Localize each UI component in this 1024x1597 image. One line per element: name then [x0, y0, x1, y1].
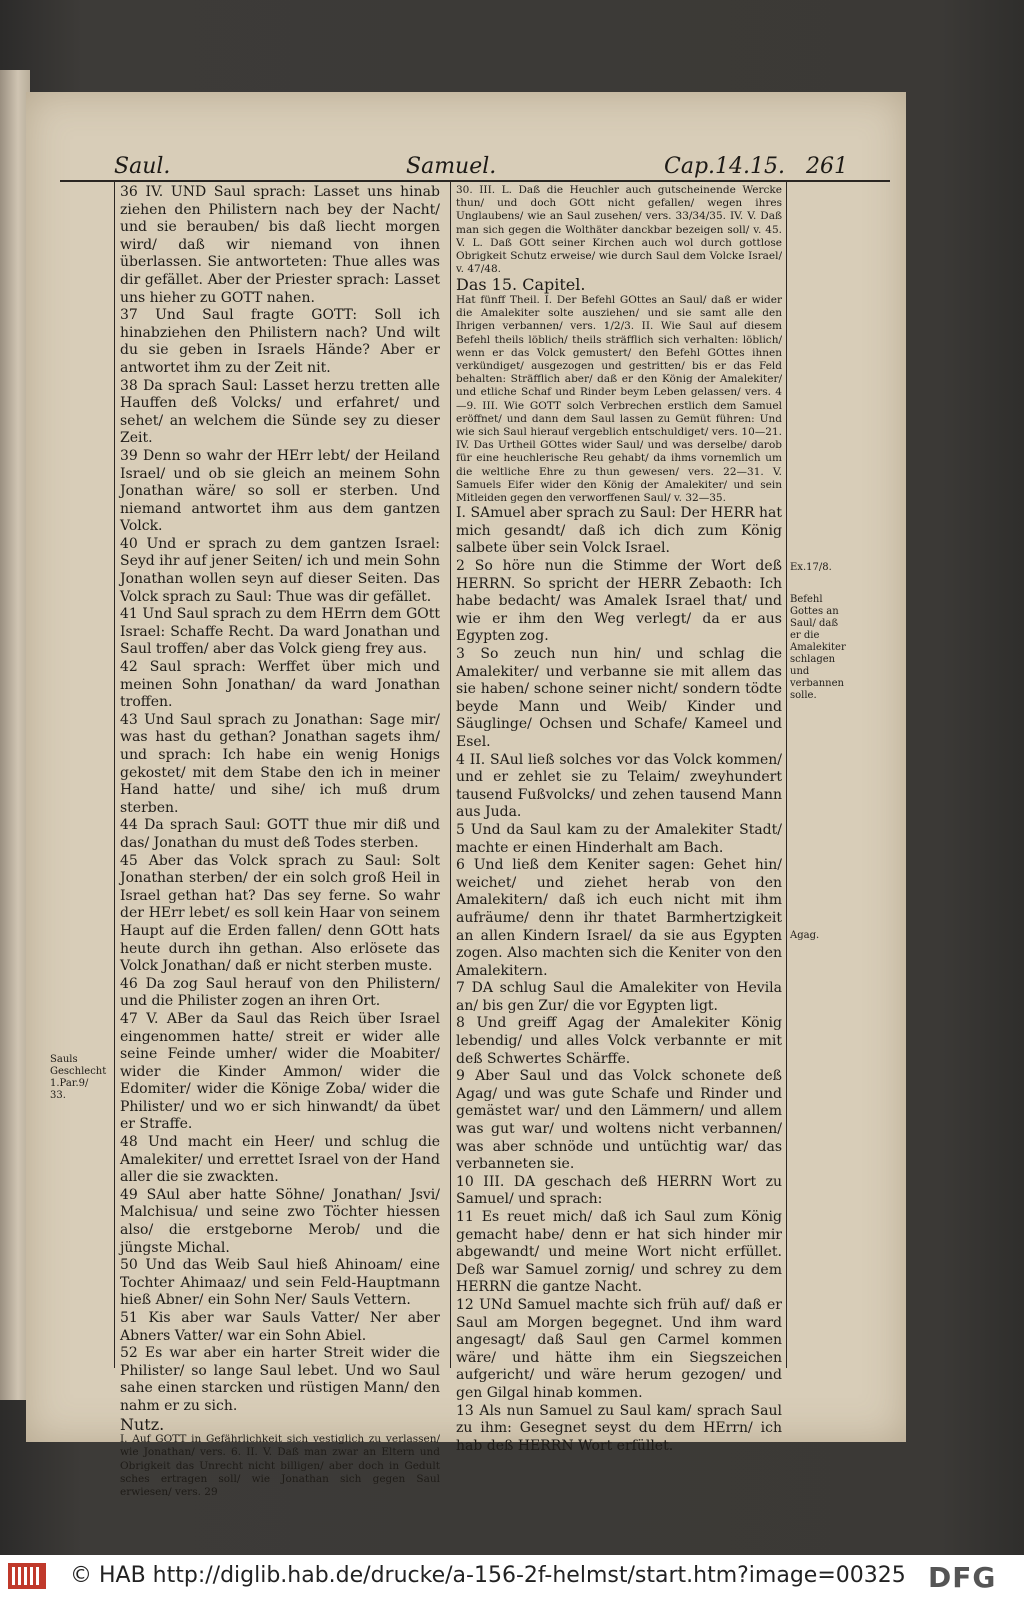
- verse-paragraph: 41 Und Saul sprach zu dem HErrn dem GOtt Israel: Schaffe Recht. Da ward Jonathan und Saul troffen/ aber das Volck gieng frey aus.: [120, 606, 440, 658]
- verse-paragraph: 42 Saul sprach: Werffet über mich und meinen Sohn Jonathan/ da ward Jonathan troffen.: [120, 659, 440, 711]
- verse-paragraph: 40 Und er sprach zu dem gantzen Israel: Seyd ihr auf jener Seiten/ ich und mein Sohn Jonathan wollen seyn auf dieser Seiten. Das Volck sprach zu Saul: Thue was dir gefället.: [120, 535, 440, 605]
- verse-paragraph: 5 Und da Saul kam zu der Amalekiter Stadt/ machte er einen Hinderhalt am Bach.: [456, 821, 782, 856]
- verse-paragraph: 10 III. DA geschach deß HERRN Wort zu Samuel/ und sprach:: [456, 1173, 782, 1208]
- verse-paragraph: 49 SAul aber hatte Söhne/ Jonathan/ Jsvi/ Malchisua/ und seine zwo Töchter hiessen also/ die erstgeborne Merob/ und die jüngste Michal.: [120, 1186, 440, 1256]
- verse-paragraph: 37 Und Saul fragte GOTT: Soll ich hinabziehen den Philistern nach? Und wilt du sie geben in Israels Hände? Aber er antwortet ihm zu der Zeit nit.: [120, 307, 440, 376]
- verse-paragraph: 3 So zeuch nun hin/ und schlag die Amalekiter/ und verbanne sie mit allem das sie haben/ schone seiner nicht/ sondern tödte beyde Mann und Weib/ Kinder und Säuglinge/ Ochsen und Schafe/ Kameel und Esel.: [456, 646, 782, 750]
- verse-paragraph: 39 Denn so wahr der HErr lebt/ der Heiland Israel/ und ob sie gleich an meinem Sohn Jonathan wäre/ so soll er sterben. Und niemand antwortet ihm aus dem gantzen Volck.: [120, 447, 440, 535]
- right-text-column: [456, 184, 782, 1454]
- verse-paragraph: 4 II. SAul ließ solches vor das Volck kommen/ und er zehlet sie zu Telaim/ zweyhundert tausend Fußvolcks/ und zehen tausend Mann aus Juda.: [456, 751, 782, 821]
- verse-paragraph: 12 UNd Samuel machte sich früh auf/ daß er Saul am Morgen begegnet. Und ihm ward angesagt/ daß Saul gen Carmel kommen wäre/ und hätte ihm ein Siegszeichen aufgericht/ und wäre herum gezogen/ und gen Gilgal hinab kommen.: [456, 1296, 782, 1401]
- verse-paragraph: 38 Da sprach Saul: Lasset herzu tretten alle Hauffen deß Volcks/ und erfahret/ und sehet/ an welchem die Sünde sey zu dieser Zeit.: [120, 377, 440, 447]
- verse-paragraph: 46 Da zog Saul herauf von den Philistern/ und die Philister zogen an ihren Ort.: [120, 975, 440, 1010]
- verse-paragraph: I. SAmuel aber sprach zu Saul: Der HERR hat mich gesandt/ daß ich dich zum König salbete über sein Volck Israel.: [456, 505, 782, 557]
- verse-paragraph: 45 Aber das Volck sprach zu Saul: Solt Jonathan sterben/ der ein solch groß Heil in Israel gethan hat? Das sey ferne. So wahr der HErr lebet/ es soll kein Haar von seinem Haupt auf die Erden fallen/ denn GOtt hats heute durch ihn gethan. Also erlösete das Volck Jonathan/ daß er nicht sterben muste.: [120, 852, 440, 975]
- header-rule: [60, 180, 890, 182]
- verse-paragraph: 8 Und greiff Agag der Amalekiter König lebendig/ und alles Volck verbannte er mit deß Schwertes Schärffe.: [456, 1015, 782, 1067]
- right-column-rule: [786, 180, 787, 1368]
- verse-paragraph: 13 Als nun Samuel zu Saul kam/ sprach Saul zu ihm: Gesegnet seyst du dem HErrn/ ich hab deß HERRN Wort erfüllet.: [456, 1402, 782, 1454]
- margin-note-left: Sauls Geschlecht 1.Par.9/ 33.: [50, 1054, 107, 1101]
- verse-paragraph: 36 IV. UND Saul sprach: Lasset uns hinab ziehen den Philistern nach bey der Nacht/ und sie berauben/ bis daß liecht morgen wird/ daß wir niemand von ihnen überlassen. Sie antworteten: Thue alles was dir gefället. Aber der Priester sprach: Lasset uns hieher zu GOTT nahen.: [120, 184, 440, 306]
- nutz-text: I. Auf GOTT in Gefährlichkeit sich vestiglich zu verlassen/ wie Jonathan/ vers. 6. II. V. Daß man zwar an Eltern und Obrigkeit das Unrecht nicht billigen/ aber doch in Gedult sches ertragen soll/ wie Jonathan sich gegen Saul erwiesen/ vers. 29: [120, 1433, 440, 1498]
- verse-paragraph: 43 Und Saul sprach zu Jonathan: Sage mir/ was hast du gethan? Jonathan sagets ihm/ und sprach: Ich habe ein wenig Honigs gekostet/ mit dem Stabe den ich in meiner Hand hatte/ und sihe/ ich muß drum sterben.: [120, 711, 440, 816]
- verse-paragraph: 50 Und das Weib Saul hieß Ahinoam/ eine Tochter Ahimaaz/ und sein Feld-Hauptmann hieß Abner/ ein Sohn Ner/ Sauls Vettern.: [120, 1257, 440, 1309]
- verse-paragraph: 9 Aber Saul und das Volck schonete deß Agag/ und was gute Schafe und Rinder und gemästet war/ und den Lämmern/ und allem was gut war/ und woltens nicht verbannen/ was aber schnöde und untüchtig war/ das verbanneten sie.: [456, 1068, 782, 1173]
- margin-note-befehl: Befehl Gottes an Saul/ daß er die Amalekiter schlagen und verbannen solle.: [790, 594, 846, 701]
- archive-caption-bar: [0, 1555, 1024, 1597]
- header-center: Samuel.: [406, 154, 497, 179]
- nutz-title: Nutz.: [120, 1414, 165, 1434]
- verse-paragraph: 48 Und macht ein Heer/ und schlug die Amalekiter/ und errettet Israel von der Hand aller die sie zwackten.: [120, 1134, 440, 1186]
- chapter-title: Das 15. Capitel.: [456, 275, 586, 295]
- margin-note-agag: Agag.: [790, 930, 820, 941]
- book-page: [26, 92, 906, 1498]
- verse-paragraph: 7 DA schlug Saul die Amalekiter von Hevila an/ bis gen Zur/ die vor Egypten ligt.: [456, 980, 782, 1014]
- source-url: © HAB http://diglib.hab.de/drucke/a-156-2f-helmst/start.htm?image=00325: [70, 1563, 906, 1588]
- running-header: [36, 154, 906, 182]
- verse-paragraph: 47 V. ABer da Saul das Reich über Israel eingenommen hatte/ streit er wider alle seine Feinde umher/ wider die Moabiter/ wider die Kinder Ammon/ wider die Edomiter/ wider die Könige Zoba/ wider die Philister/ und wo er sich hinwandt/ da übet er Straffe.: [120, 1010, 440, 1133]
- verse-paragraph: 51 Kis aber war Sauls Vatter/ Ner aber Abners Vatter/ war ein Sohn Abiel.: [120, 1310, 440, 1344]
- header-left: Saul.: [114, 154, 171, 179]
- dfg-logo: DFG: [928, 1561, 997, 1594]
- verse-paragraph: 2 So höre nun die Stimme der Wort deß HERRN. So spricht der HERR Zebaoth: Ich habe bedacht/ was Amalek Israel that/ und wie er ihm den Weg verlegt/ da er aus Egypten zog.: [456, 558, 782, 645]
- verse-paragraph: 52 Es war aber ein harter Streit wider die Philister/ so lange Saul lebet. Und wo Saul sahe einen starcken und rüstigen Mann/ den nahm er zu sich.: [120, 1345, 440, 1414]
- verse-paragraph: 6 Und ließ dem Keniter sagen: Gehet hin/ weichet/ und ziehet herab von den Amalekitern/ daß ich euch nicht mit ihm aufräume/ denn ihr thatet Barmhertzigkeit an allen Kindern Israel/ da sie aus Egypten zogen. Also machten sich die Keniter von den Amalekitern.: [456, 857, 782, 979]
- chapter14-nutz-continued: 30. III. L. Daß die Heuchler auch gutscheinende Wercke thun/ und doch GOtt nicht gefallen/ wegen ihres Unglaubens/ wie an Saul zusehen/ vers. 33/34/35. IV. V. Daß man sich gegen die Wolthäter danckbar bezeigen soll/ v. 45. V. L. Daß GOtt seiner Kirchen auch wol durch gottlose Obrigkeit Schutz erweise/ wie durch Saul dem Volcke Israel/ v. 47/48.: [456, 184, 782, 276]
- left-column-rule: [114, 180, 115, 1368]
- chapter-summary: Hat fünff Theil. I. Der Befehl GOttes an Saul/ daß er wider die Amalekiter solte ausziehen/ und sie samt alle den Ihrigen verbannen/ vers. 1/2/3. II. Wie Saul auf diesem Befehl theils löblich/ theils sträfflich sich verhalten: löblich/ wenn er das Volck gemustert/ den Befehl GOttes ihnen verkündiget/ ausgezogen und gestritten/ bis er das Feld behalten: Sträfflich aber/ daß er den König der Amalekiter/ und etliche Schaf und Rinder beym Leben gelassen/ vers. 4—9. III. Wie GOTT solch Verbrechen erstlich dem Samuel eröffnet/ und dann dem Saul lassen zu Gemüt führen: Und wie sich Saul hierauf vergeblich entschuldiget/ vers. 10—21. IV. Das Urtheil GOttes wider Saul/ und was derselbe/ darob für eine heuchlerische Reu gehabt/ da ihms vornemlich um die weltliche Ehre zu thun gewesen/ vers. 22—31. V. Samuels Eifer wider den König der Amalekiter/ und sein Mitleiden gegen den verworffenen Saul/ v. 32—35.: [456, 294, 782, 505]
- left-text-column: [120, 184, 440, 1498]
- verse-paragraph: 44 Da sprach Saul: GOTT thue mir diß und das/ Jonathan du must deß Todes sterben.: [120, 817, 440, 851]
- hab-logo-icon: [8, 1563, 46, 1589]
- margin-note-exodus: Ex.17/8.: [790, 562, 832, 573]
- center-column-rule: [450, 180, 451, 1368]
- header-chapter: Cap.14.15.: [664, 154, 785, 179]
- page-number: 261: [806, 154, 848, 179]
- verse-paragraph: 11 Es reuet mich/ daß ich Saul zum König gemacht habe/ denn er hat sich hinder mir abgewandt/ und meine Wort nicht erfüllet. Deß war Samuel zornig/ und schrey zu dem HERRN die gantze Nacht.: [456, 1209, 782, 1296]
